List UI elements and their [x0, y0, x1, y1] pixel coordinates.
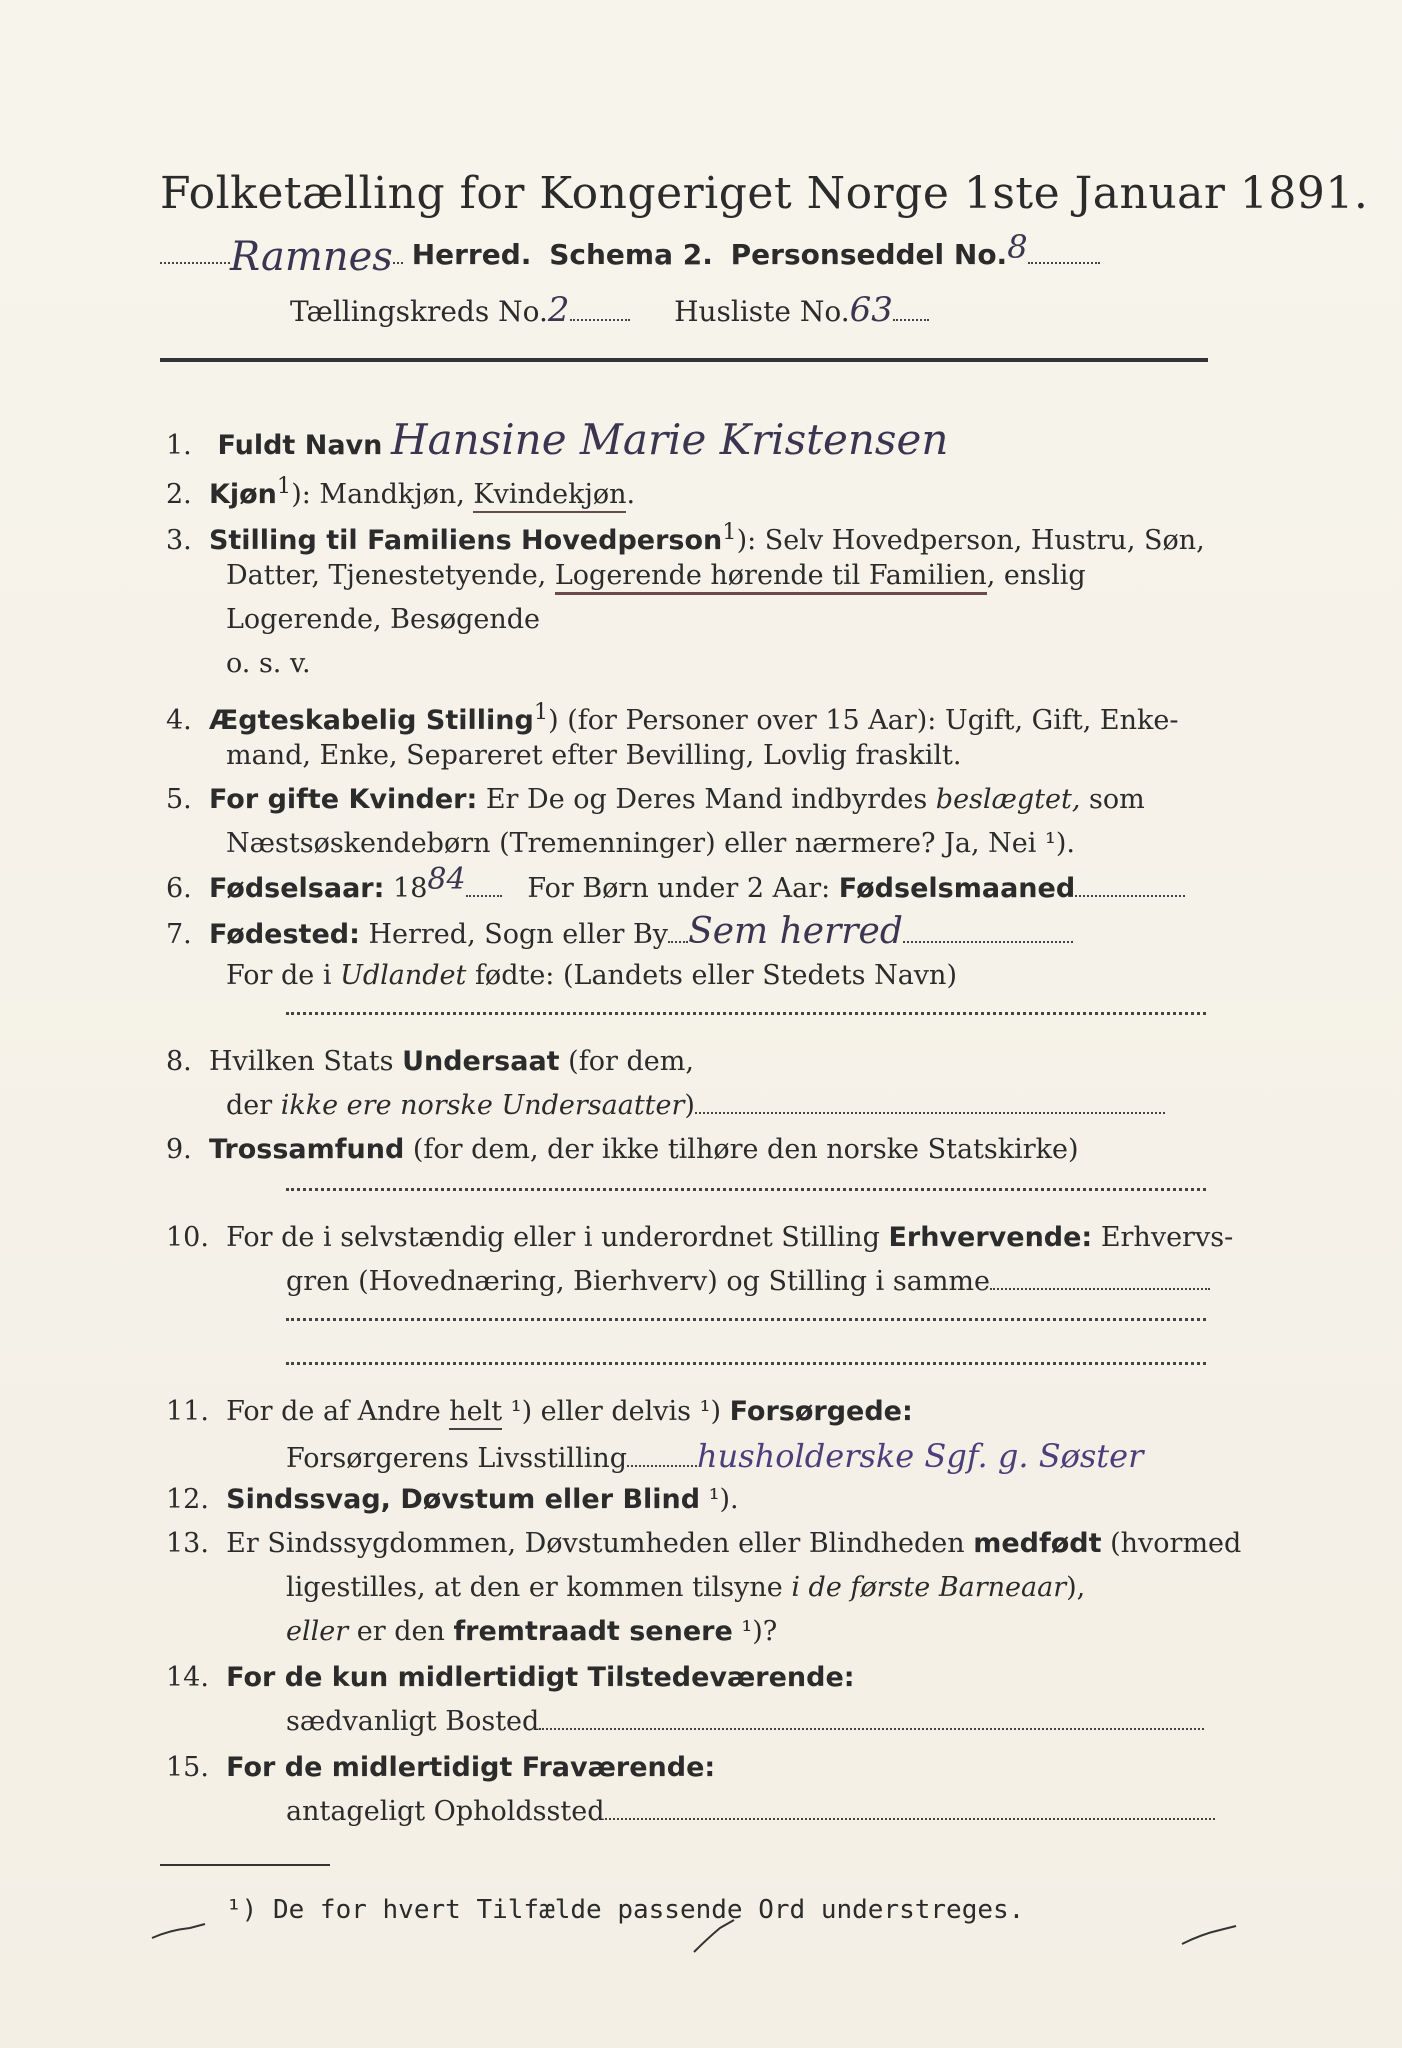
item-9-number: 9.: [166, 1134, 192, 1165]
item-7: [166, 910, 1073, 957]
personseddel-label: Personseddel No.: [730, 238, 1008, 271]
item-7-blank-line: [286, 1012, 1206, 1015]
item-2-text-c: .: [626, 479, 636, 510]
item-10: [166, 1216, 1233, 1260]
taellingskreds-label: Tællingskreds No.: [290, 295, 548, 328]
item-15-line-2: [286, 1790, 1215, 1834]
item-10-line-2: [286, 1260, 1210, 1304]
item-4-line-2: mand, Enke, Separeret efter Bevilling, Lovlig fraskilt.: [226, 740, 962, 771]
item-14-line-2-text: sædvanligt Bosted: [286, 1706, 540, 1737]
footnote: ¹) De for hvert Tilfælde passende Ord understreges.: [226, 1895, 1025, 1925]
item-3-line-2-c: , enslig: [986, 560, 1086, 591]
item-13: [166, 1522, 1241, 1566]
item-14: [166, 1656, 855, 1700]
item-13-line-3-a: eller: [286, 1616, 349, 1647]
item-5-line-2: Næstsøskendebørn (Tremenninger) eller nærmere? Ja, Nei ¹).: [226, 828, 1075, 859]
item-14-line-2: [286, 1700, 1204, 1744]
herred-value: Ramnes: [230, 234, 393, 280]
item-13-line-2-b: i de første Barneaar: [791, 1572, 1067, 1603]
item-4-sup: 1: [533, 699, 549, 725]
item-15-line-1-b: midlertidigt Fraværende:: [331, 1752, 716, 1783]
item-9-blank-line: [286, 1188, 1206, 1191]
item-5-line-1-a: Er De og Deres Mand indbyrdes: [477, 784, 936, 815]
item-11: [166, 1390, 913, 1434]
item-13-line-1-b: medfødt: [973, 1528, 1102, 1559]
item-9: [166, 1128, 1079, 1172]
supporter-occupation-value: husholderske Sgf. g. Søster: [697, 1437, 1144, 1475]
item-7-line-2: [226, 954, 957, 998]
item-15-number: 15.: [166, 1752, 209, 1783]
item-12-number: 12.: [166, 1484, 209, 1515]
item-10-blank-line-2: [286, 1362, 1206, 1365]
item-8-line-2-a: der: [226, 1090, 281, 1121]
item-7-line-2-b: Udlandet: [340, 960, 467, 991]
item-15-line-2-text: antageligt Opholdssted: [286, 1796, 605, 1827]
item-11-number: 11.: [166, 1396, 209, 1427]
item-5: [166, 778, 1145, 822]
item-6-number: 6.: [166, 873, 192, 904]
item-13-line-3-b: er den: [348, 1616, 454, 1647]
item-3-label: Stilling til Familiens Hovedperson: [208, 525, 723, 556]
schema-label: Schema 2.: [549, 238, 713, 271]
item-13-line-3: [286, 1610, 777, 1654]
personseddel-value: 8: [1007, 228, 1028, 266]
item-8-line-2-b: ikke ere norske Undersaatter: [280, 1090, 685, 1121]
herred-label: Herred.: [411, 238, 532, 271]
helt-underlined: helt: [449, 1396, 502, 1430]
pen-mark-center: [690, 1918, 740, 1958]
birth-year-value: 84: [427, 862, 466, 897]
item-3-line-2: [226, 554, 1086, 598]
header-rule: [160, 358, 1208, 362]
item-3-number: 3.: [166, 525, 192, 556]
item-1-number: 1.: [166, 430, 192, 461]
item-8-line-1: (for dem,: [559, 1046, 694, 1077]
pen-mark-left: [150, 1920, 210, 1944]
item-3-sup: 1: [722, 519, 737, 545]
taellingskreds-value: 2: [547, 290, 570, 330]
item-3-line-4: o. s. v.: [226, 648, 311, 679]
item-3-line-3: Logerende, Besøgende: [226, 604, 540, 635]
item-5-line-1-b: beslægtet,: [935, 784, 1081, 815]
pen-mark-right: [1180, 1920, 1240, 1950]
item-13-line-3-c: fremtraadt senere: [453, 1616, 733, 1647]
item-7-number: 7.: [166, 919, 192, 950]
item-6-label: Fødselsaar:: [208, 873, 385, 904]
item-2-number: 2.: [166, 479, 192, 510]
item-3-line-1: ): Selv Hovedperson, Hustru, Søn,: [736, 525, 1205, 556]
item-14-line-1-b: midlertidigt Tilstedeværende:: [397, 1662, 855, 1693]
item-11-line-2: [286, 1434, 1143, 1481]
item-14-number: 14.: [166, 1662, 209, 1693]
item-2-sup: 1: [276, 473, 292, 499]
item-1: [166, 415, 949, 468]
item-7-line-2-a: For de i: [226, 960, 341, 991]
item-1-label: Fuldt Navn: [217, 430, 383, 461]
item-6-text-a: For Børn under 2 Aar:: [527, 873, 839, 904]
birth-year-prefix: 18: [384, 873, 428, 904]
item-4-number: 4.: [166, 705, 192, 736]
item-8-number: 8.: [166, 1046, 192, 1077]
item-11-line-2-text: Forsørgerens Livsstilling: [286, 1443, 628, 1474]
item-11-line-1-d: Forsørgede:: [729, 1396, 913, 1427]
item-5-label-a: For: [208, 784, 268, 815]
item-4-line-1: ) (for Personer over 15 Aar): Ugift, Gift, Enke-: [548, 705, 1179, 736]
item-7-line-2-c: fødte: (Landets eller Stedets Navn): [466, 960, 957, 991]
item-13-line-2-a: ligestilles, at den er kommen tilsyne: [286, 1572, 792, 1603]
item-14-line-1-a: For de kun: [226, 1662, 398, 1693]
item-10-line-1-a: For de i selvstændig eller i underordnet Stilling: [226, 1222, 889, 1253]
item-13-line-1-a: Er Sindssygdommen, Døvstumheden eller Blindheden: [226, 1528, 974, 1559]
full-name-value: Hansine Marie Kristensen: [390, 415, 949, 464]
item-2-text-a: ): Mandkjøn,: [291, 479, 474, 510]
husliste-value: 63: [849, 290, 893, 330]
husliste-label: Husliste No.: [674, 295, 850, 328]
item-12: [166, 1478, 739, 1522]
item-15-line-1-a: For de: [226, 1752, 332, 1783]
herred-row: [160, 228, 1100, 280]
item-5-label-b: gifte Kvinder:: [267, 784, 478, 815]
item-9-label: Trossamfund: [208, 1134, 405, 1165]
item-10-blank-line-1: [286, 1318, 1206, 1321]
item-15: [166, 1746, 715, 1790]
kvindekjon-underlined: Kvindekjøn: [473, 479, 626, 513]
item-5-line-1-c: som: [1080, 784, 1145, 815]
item-12-tail: ¹).: [700, 1484, 739, 1515]
item-13-line-2: [286, 1566, 1085, 1610]
item-13-number: 13.: [166, 1528, 209, 1559]
item-7-text-a: Herred, Sogn eller By: [359, 919, 669, 950]
item-13-line-3-d: ¹)?: [732, 1616, 778, 1647]
item-11-line-1-a: For de af Andre: [226, 1396, 450, 1427]
item-5-number: 5.: [166, 784, 192, 815]
item-10-line-1-c: Erhvervs-: [1092, 1222, 1234, 1253]
item-11-line-1-c: ¹) eller delvis ¹): [502, 1396, 730, 1427]
item-8-label-a: Hvilken Stats: [208, 1046, 403, 1077]
item-13-line-1-c: (hvormed: [1101, 1528, 1242, 1559]
item-8-label-b: Undersaat: [402, 1046, 560, 1077]
item-6: [166, 862, 1185, 911]
item-4-label: Ægteskabelig Stilling: [208, 705, 534, 736]
item-8-line-2-c: ): [684, 1090, 695, 1121]
footnote-rule: [160, 1864, 330, 1866]
item-9-line-1: (for dem, der ikke tilhøre den norske Statskirke): [404, 1134, 1079, 1165]
logerende-underlined: Logerende hørende til Familien: [555, 560, 987, 595]
item-2-label: Kjøn: [208, 479, 277, 510]
item-6-text-b: Fødselsmaaned: [838, 873, 1076, 904]
item-10-number: 10.: [166, 1222, 209, 1253]
item-10-line-1-b: Erhvervende:: [888, 1222, 1093, 1253]
taellingskreds-row: [290, 290, 929, 330]
item-10-line-2-text: gren (Hovednæring, Bierhverv) og Stilling i samme: [286, 1266, 991, 1297]
item-3-line-2-a: Datter, Tjenestetyende,: [226, 560, 555, 591]
item-12-label: Sindssvag, Døvstum eller Blind: [226, 1484, 701, 1515]
item-7-label: Fødested:: [208, 919, 360, 950]
birthplace-value: Sem herred: [688, 911, 903, 952]
item-8-line-2: [226, 1084, 1165, 1128]
form-title: Folketælling for Kongeriget Norge 1ste Januar 1891.: [160, 168, 1369, 219]
item-13-line-2-c: ),: [1066, 1572, 1086, 1603]
item-8: [166, 1040, 694, 1084]
